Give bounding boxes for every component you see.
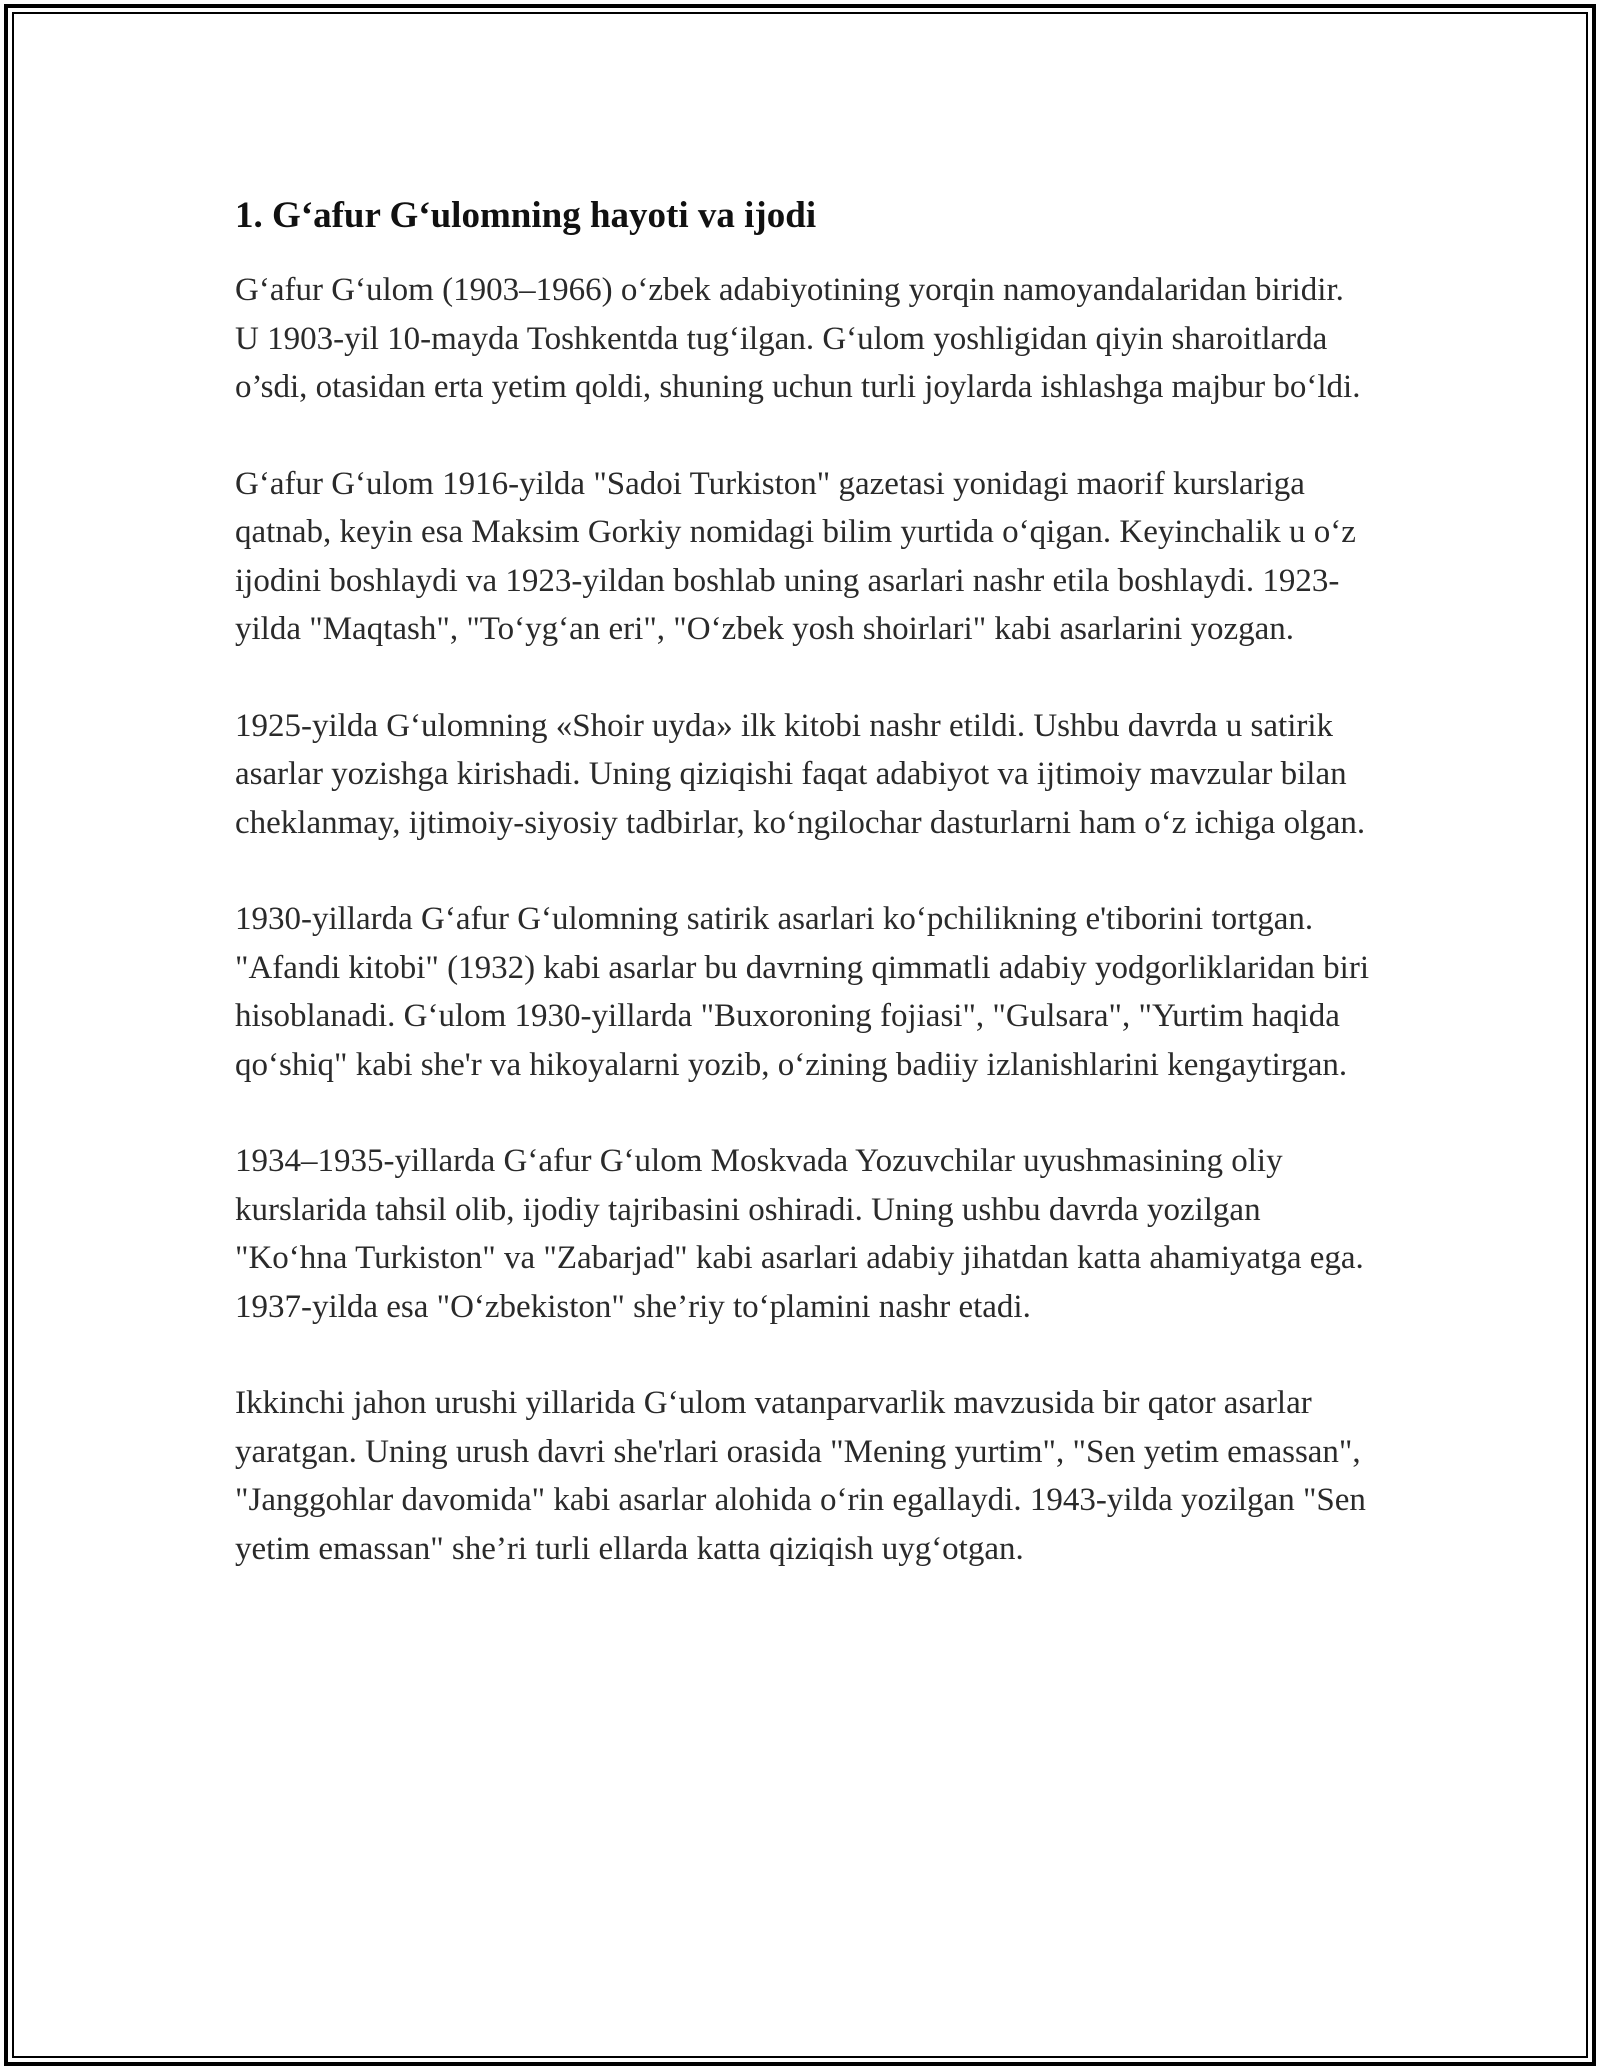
paragraph-moscow: 1934–1935-yillarda G‘afur G‘ulom Moskvada Yozuvchilar uyushmasining oliy kurslarida tahsil olib, ijodiy tajribasini oshiradi. Uning ushbu davrda yozilgan "Ko‘hna Turkiston" va "Zabarjad" kabi asarlari adabiy jihatdan katta ahamiyatga ega. 1937-yilda esa "O‘zbekiston" she’riy to‘plamini nashr etadi. bbox=[235, 1143, 1364, 1325]
paragraph-first-book: 1925-yilda G‘ulomning «Shoir uyda» ilk kitobi nashr etildi. Ushbu davrda u satirik asarlar yozishga kirishadi. Uning qiziqishi faqat adabiyot va ijtimoiy mavzular bilan cheklanmay, ijtimoiy-siyosiy tadbirlar, ko‘ngilochar dasturlarni ham o‘z ichiga olgan. bbox=[235, 707, 1366, 841]
document-body bbox=[235, 188, 1375, 1573]
paragraph-1930s: 1930-yillarda G‘afur G‘ulomning satirik asarlari ko‘pchilikning e'tiborini tortgan. "Afandi kitobi" (1932) kabi asarlar bu davrning qimmatli adabiy yodgorliklaridan biri hisoblanadi. G‘ulom 1930-yillarda "Buxoroning fojiasi", "Gulsara", "Yurtim haqida qo‘shiq" kabi she'r va hikoyalarni yozib, o‘zining badiiy izlanishlarini kengaytirgan. bbox=[235, 901, 1370, 1083]
paragraph-war-years: Ikkinchi jahon urushi yillarida G‘ulom vatanparvarlik mavzusida bir qator asarlar yaratgan. Uning urush davri she'rlari orasida "Mening yurtim", "Sen yetim emassan", "Janggohlar davomida" kabi asarlar alohida o‘rin egallaydi. 1943-yilda yozilgan "Sen yetim emassan" she’ri turli ellarda katta qiziqish uyg‘otgan. bbox=[235, 1385, 1366, 1567]
section-heading: 1. G‘afur G‘ulomning hayoti va ijodi bbox=[235, 195, 817, 236]
paragraph-early-life: G‘afur G‘ulom (1903–1966) o‘zbek adabiyotining yorqin namoyandalaridan biridir. U 1903-yil 10-mayda Toshkentda tug‘ilgan. G‘ulom yoshligidan qiyin sharoitlarda o’sdi, otasidan erta yetim qoldi, shuning uchun turli joylarda ishlashga majbur bo‘ldi. bbox=[235, 272, 1361, 405]
paragraph-education: G‘afur G‘ulom 1916-yilda "Sadoi Turkiston" gazetasi yonidagi maorif kurslariga qatnab, keyin esa Maksim Gorkiy nomidagi bilim yurtida o‘qigan. Keyinchalik u o‘z ijodini boshlaydi va 1923-yildan boshlab uning asarlari nashr etila boshlaydi. 1923-yilda "Maqtash", "To‘yg‘an eri", "O‘zbek yosh shoirlari" kabi asarlarini yozgan. bbox=[235, 465, 1356, 647]
